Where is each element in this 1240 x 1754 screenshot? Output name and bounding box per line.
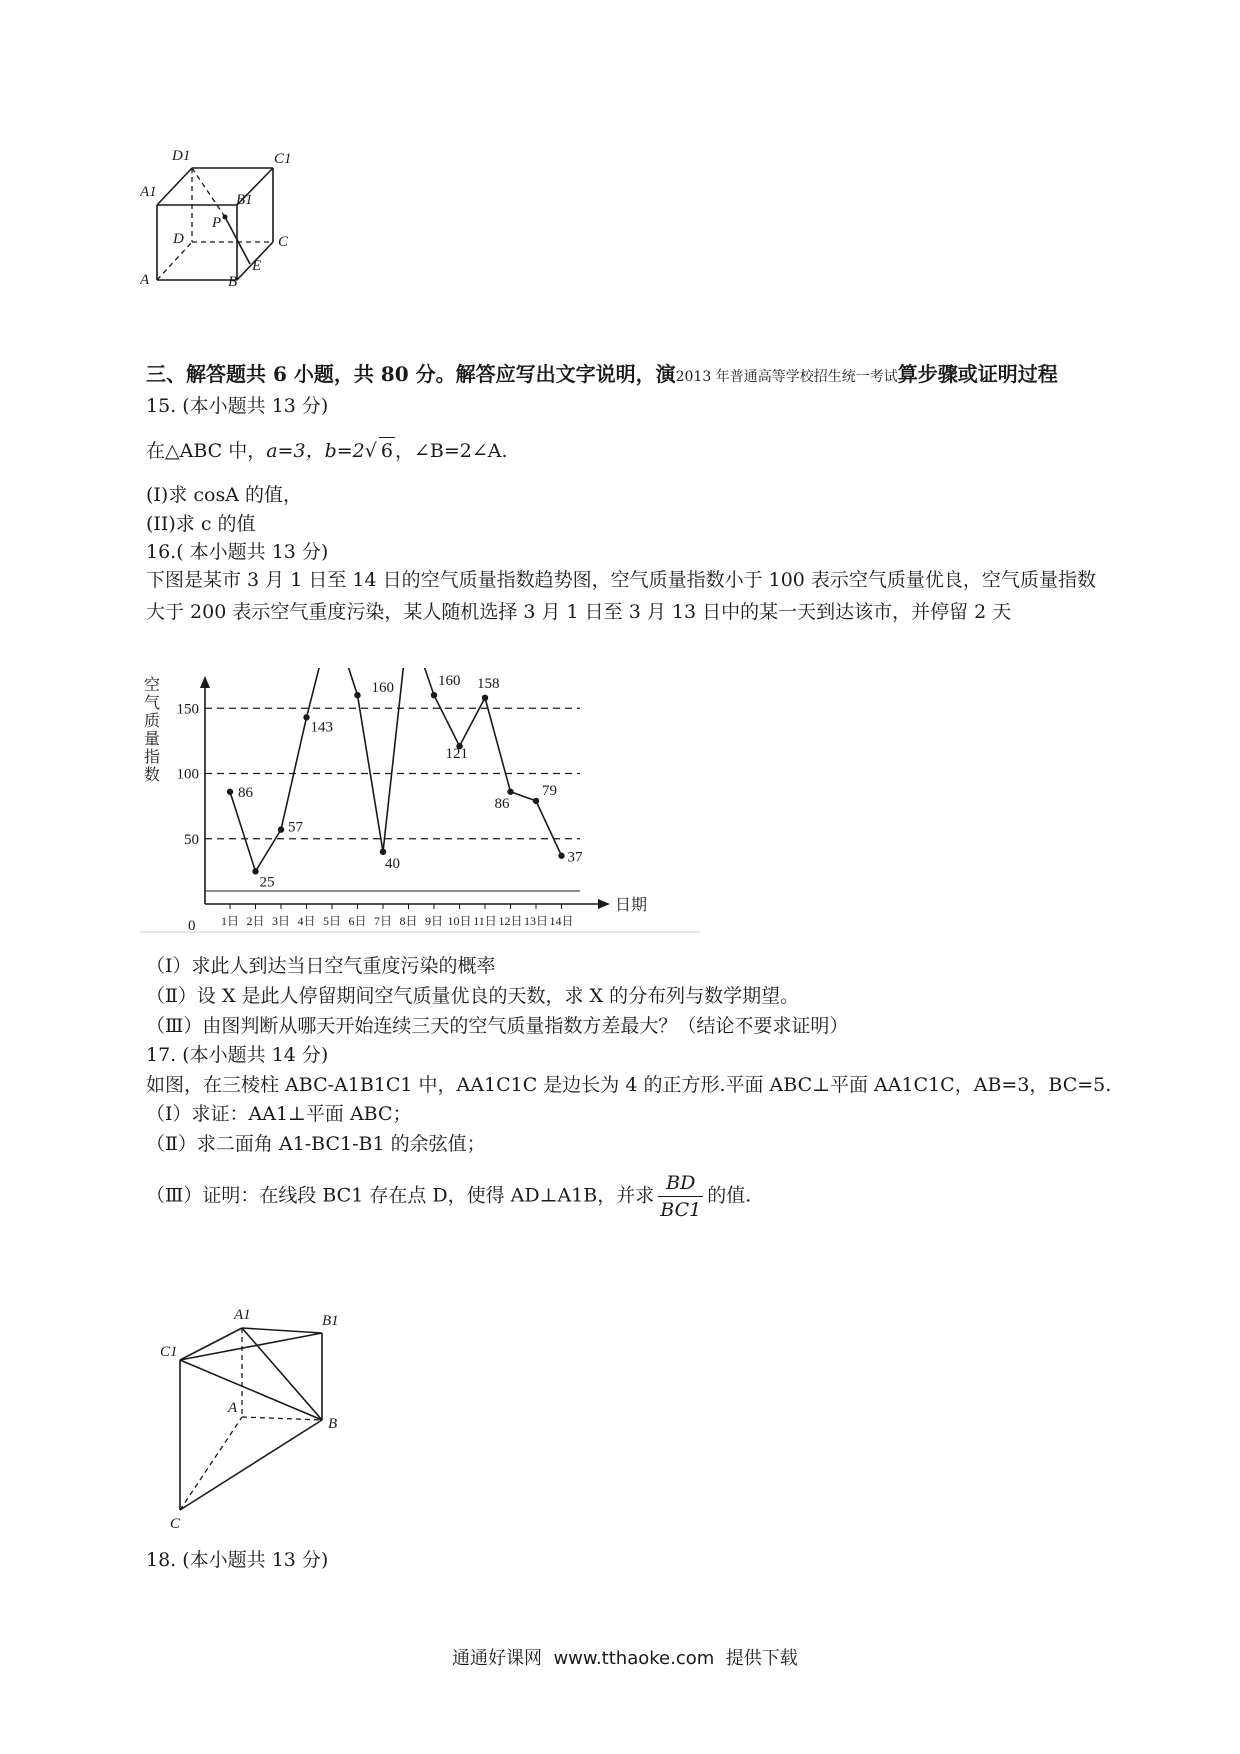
x-tick-label: 14日: [549, 914, 574, 928]
cube-label-d1: D1: [172, 150, 191, 164]
data-point: [558, 853, 564, 859]
q15-header: 15. (本小题共 13 分): [146, 395, 329, 417]
q17-frac-den: BC1: [660, 1199, 702, 1221]
y-axis-label-char: 空: [143, 677, 161, 694]
cube-label-p: P: [212, 215, 222, 231]
q16-header: 16.( 本小题共 13 分): [146, 541, 329, 563]
data-label: 40: [385, 855, 400, 872]
q17-part3-prefix: （Ⅲ）证明：在线段 BC1 存在点 D，使得 AD⊥A1B，并求: [146, 1184, 655, 1207]
data-label: 143: [310, 719, 333, 736]
q17-part3-suffix: 的值.: [707, 1184, 752, 1207]
q17-fraction: [658, 1170, 703, 1223]
q15-given-prefix: 在△ABC 中，: [146, 440, 267, 462]
x-tick-label: 5日: [322, 914, 342, 928]
q17-text: 如图，在三棱柱 ABC-A1B1C1 中，AA1C1C 是边长为 4 的正方形.平面 ABC⊥平面 AA1C1C，AB=3，BC=5.: [146, 1074, 1112, 1096]
data-point: [507, 789, 513, 795]
y-axis-label-char: 量: [143, 731, 161, 748]
origin-label: 0: [188, 918, 196, 934]
data-point: [252, 868, 258, 874]
prism-label-c: C: [170, 1516, 181, 1532]
section3-heading: [146, 358, 1058, 387]
cube-label-b: B: [228, 274, 238, 290]
data-label: 57: [288, 819, 303, 836]
x-tick-label: 11日: [473, 914, 497, 928]
x-tick-label: 8日: [399, 914, 418, 928]
data-label: 121: [445, 746, 468, 763]
data-point: [380, 849, 386, 855]
q18-header: 18. (本小题共 13 分): [146, 1549, 329, 1571]
prism-label-b1: B1: [322, 1313, 339, 1329]
prism-label-b: B: [328, 1416, 338, 1432]
data-point: [431, 692, 437, 698]
data-point: [278, 826, 284, 832]
y-axis-label-char: 数: [143, 767, 161, 784]
prism-label-c1: C1: [160, 1344, 178, 1360]
data-label: 86: [494, 795, 510, 812]
x-tick-label: 1日: [220, 914, 240, 928]
data-label: 86: [238, 784, 253, 801]
prism-label-a1: A1: [234, 1307, 251, 1323]
cube-label-d: D: [173, 231, 184, 247]
x-tick-label: 12日: [498, 914, 523, 928]
data-label: 160: [371, 680, 394, 697]
x-tick-label: 9日: [424, 914, 444, 928]
section3-heading-main: 三、解答题共 6 小题，共 80 分。解答应写出文字说明，演: [146, 362, 676, 386]
data-point: [227, 789, 233, 795]
q17-part2: （Ⅱ）求二面角 A1-BC1-B1 的余弦值；: [146, 1133, 486, 1155]
x-tick-label: 6日: [348, 914, 367, 928]
data-point: [482, 695, 488, 701]
q17-part3: [146, 1170, 751, 1223]
cube-figure: [140, 150, 330, 325]
prism-label-a: A: [228, 1400, 238, 1416]
q17-frac-num: BD: [658, 1170, 703, 1197]
q16-part3: （Ⅲ）由图判断从哪天开始连续三天的空气质量指数方差最大？（结论不要求证明）: [146, 1015, 849, 1037]
q17-header: 17. (本小题共 14 分): [146, 1044, 329, 1066]
data-point: [533, 798, 539, 804]
cube-label-e: E: [252, 258, 262, 274]
q15-given: [146, 437, 508, 464]
q16-text: 下图是某市 3 月 1 日至 14 日的空气质量指数趋势图，空气质量指数小于 100 表示空气质量优良，空气质量指数大于 200 表示空气重度污染，某人随机选择 3 月 1 日至 3 月 13 日中的某一天到达该市，并停留 2 天: [146, 569, 1096, 623]
section3-heading-tail: 算步骤或证明过程: [897, 362, 1058, 386]
q16-part2: （Ⅱ）设 X 是此人停留期间空气质量优良的天数，求 X 的分布列与数学期望。: [146, 985, 800, 1007]
data-label: 158: [477, 675, 500, 692]
q15-a-part: a=3，: [266, 440, 325, 462]
section3-heading-overlay: 2013 年普通高等学校招生统一考试: [675, 369, 898, 385]
sqrt-sign: √: [364, 440, 377, 462]
q15-b-part: b=2: [324, 440, 365, 462]
y-axis-arrow: [200, 676, 210, 688]
data-label: 79: [542, 782, 557, 799]
prism-figure: [150, 1300, 360, 1540]
cube-label-a1: A1: [140, 184, 157, 200]
footer-text: 通通好课网 www.tthaoke.com 提供下载: [452, 1648, 798, 1669]
data-label: 37: [567, 849, 583, 866]
q15-sqrt-arg: 6: [379, 437, 395, 464]
q16-part1: （Ⅰ）求此人到达当日空气重度污染的概率: [146, 955, 496, 977]
y-axis-label-char: 气: [143, 695, 161, 712]
cube-label-c1: C1: [274, 151, 292, 167]
data-point: [303, 714, 309, 720]
q15-angle-part: ，∠B=2∠A.: [394, 440, 508, 462]
ytick-label-150: 150: [176, 701, 199, 718]
x-tick-label: 10日: [447, 914, 472, 928]
cube-label-c: C: [278, 234, 289, 250]
data-point: [354, 692, 360, 698]
ytick-label-50: 50: [184, 831, 199, 848]
y-axis-label-char: 质: [143, 713, 161, 730]
q15-part1: (I)求 cosA 的值，: [146, 484, 302, 506]
ytick-label-100: 100: [176, 766, 199, 783]
x-tick-label: 4日: [297, 914, 316, 928]
cube-label-b1: B1: [236, 192, 253, 208]
x-axis-arrow: [598, 899, 610, 909]
cube-label-a: A: [140, 272, 150, 288]
q15-part2: (II)求 c 的值: [146, 513, 256, 535]
data-label: 25: [259, 874, 275, 891]
x-axis-label: 日期: [615, 897, 648, 914]
x-tick-label: 2日: [246, 914, 265, 928]
data-label: 160: [438, 673, 461, 690]
x-tick-label: 7日: [373, 914, 393, 928]
series-line: [230, 668, 562, 871]
air-quality-chart: [140, 668, 740, 936]
y-axis-label-char: 指: [143, 749, 161, 766]
x-tick-label: 13日: [523, 914, 549, 928]
x-tick-label: 3日: [271, 914, 291, 928]
q17-part1: （Ⅰ）求证：AA1⊥平面 ABC；: [146, 1103, 412, 1125]
